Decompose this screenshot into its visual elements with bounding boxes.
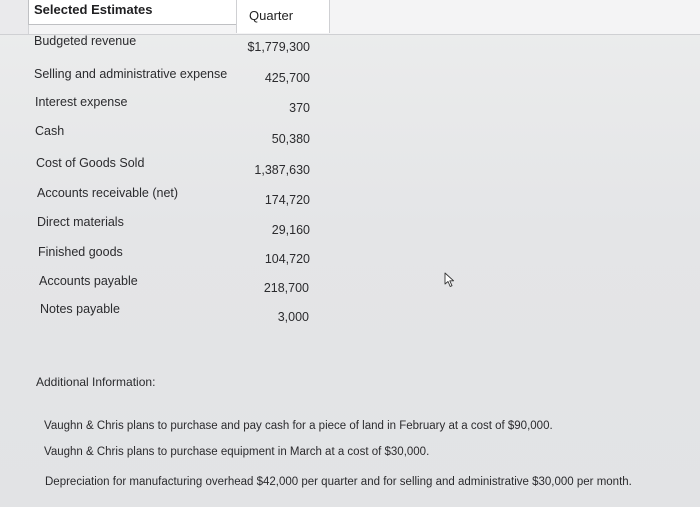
row-label-direct-materials: Direct materials (37, 215, 124, 229)
row-label-accounts-payable: Accounts payable (39, 274, 138, 288)
additional-info-line-1: Vaughn & Chris plans to purchase and pay cash for a piece of land in February at a cost of $90,000. (44, 420, 553, 432)
mouse-pointer-icon (444, 272, 456, 288)
row-label-accounts-receivable: Accounts receivable (net) (37, 186, 179, 200)
additional-info-line-3: Depreciation for manufacturing overhead $42,000 per quarter and for selling and administrative $30,000 per month. (45, 476, 632, 488)
row-value-finished-goods: 104,720 (264, 252, 310, 266)
additional-info-line-2: Vaughn & Chris plans to purchase equipment in March at a cost of $30,000. (44, 446, 430, 458)
row-label-cash: Cash (35, 124, 65, 138)
header-label-cell[interactable] (28, 0, 238, 25)
row-label-budgeted-revenue: Budgeted revenue (34, 34, 137, 48)
row-value-accounts-receivable: 174,720 (264, 193, 310, 207)
column-header-quarter: Quarter (249, 8, 294, 23)
table-header (0, 0, 700, 35)
row-value-cost-of-goods-sold: 1,387,630 (254, 163, 310, 177)
row-label-notes-payable: Notes payable (40, 302, 120, 316)
row-value-budgeted-revenue: $1,779,300 (247, 40, 310, 54)
header-quarter-cell (236, 0, 330, 33)
row-value-cash: 50,380 (271, 132, 310, 146)
row-label-finished-goods: Finished goods (38, 245, 123, 259)
additional-info-title: Additional Information: (36, 375, 156, 389)
header-gutter (0, 0, 29, 34)
table-title: Selected Estimates (34, 2, 153, 17)
row-value-accounts-payable: 218,700 (263, 281, 309, 295)
row-value-interest-expense: 370 (289, 101, 310, 115)
row-label-cost-of-goods-sold: Cost of Goods Sold (36, 156, 145, 170)
row-label-selling-admin-expense: Selling and administrative expense (34, 67, 228, 81)
row-value-selling-admin-expense: 425,700 (264, 71, 310, 85)
row-label-interest-expense: Interest expense (35, 95, 128, 109)
row-value-direct-materials: 29,160 (271, 223, 310, 237)
row-value-notes-payable: 3,000 (277, 310, 309, 324)
